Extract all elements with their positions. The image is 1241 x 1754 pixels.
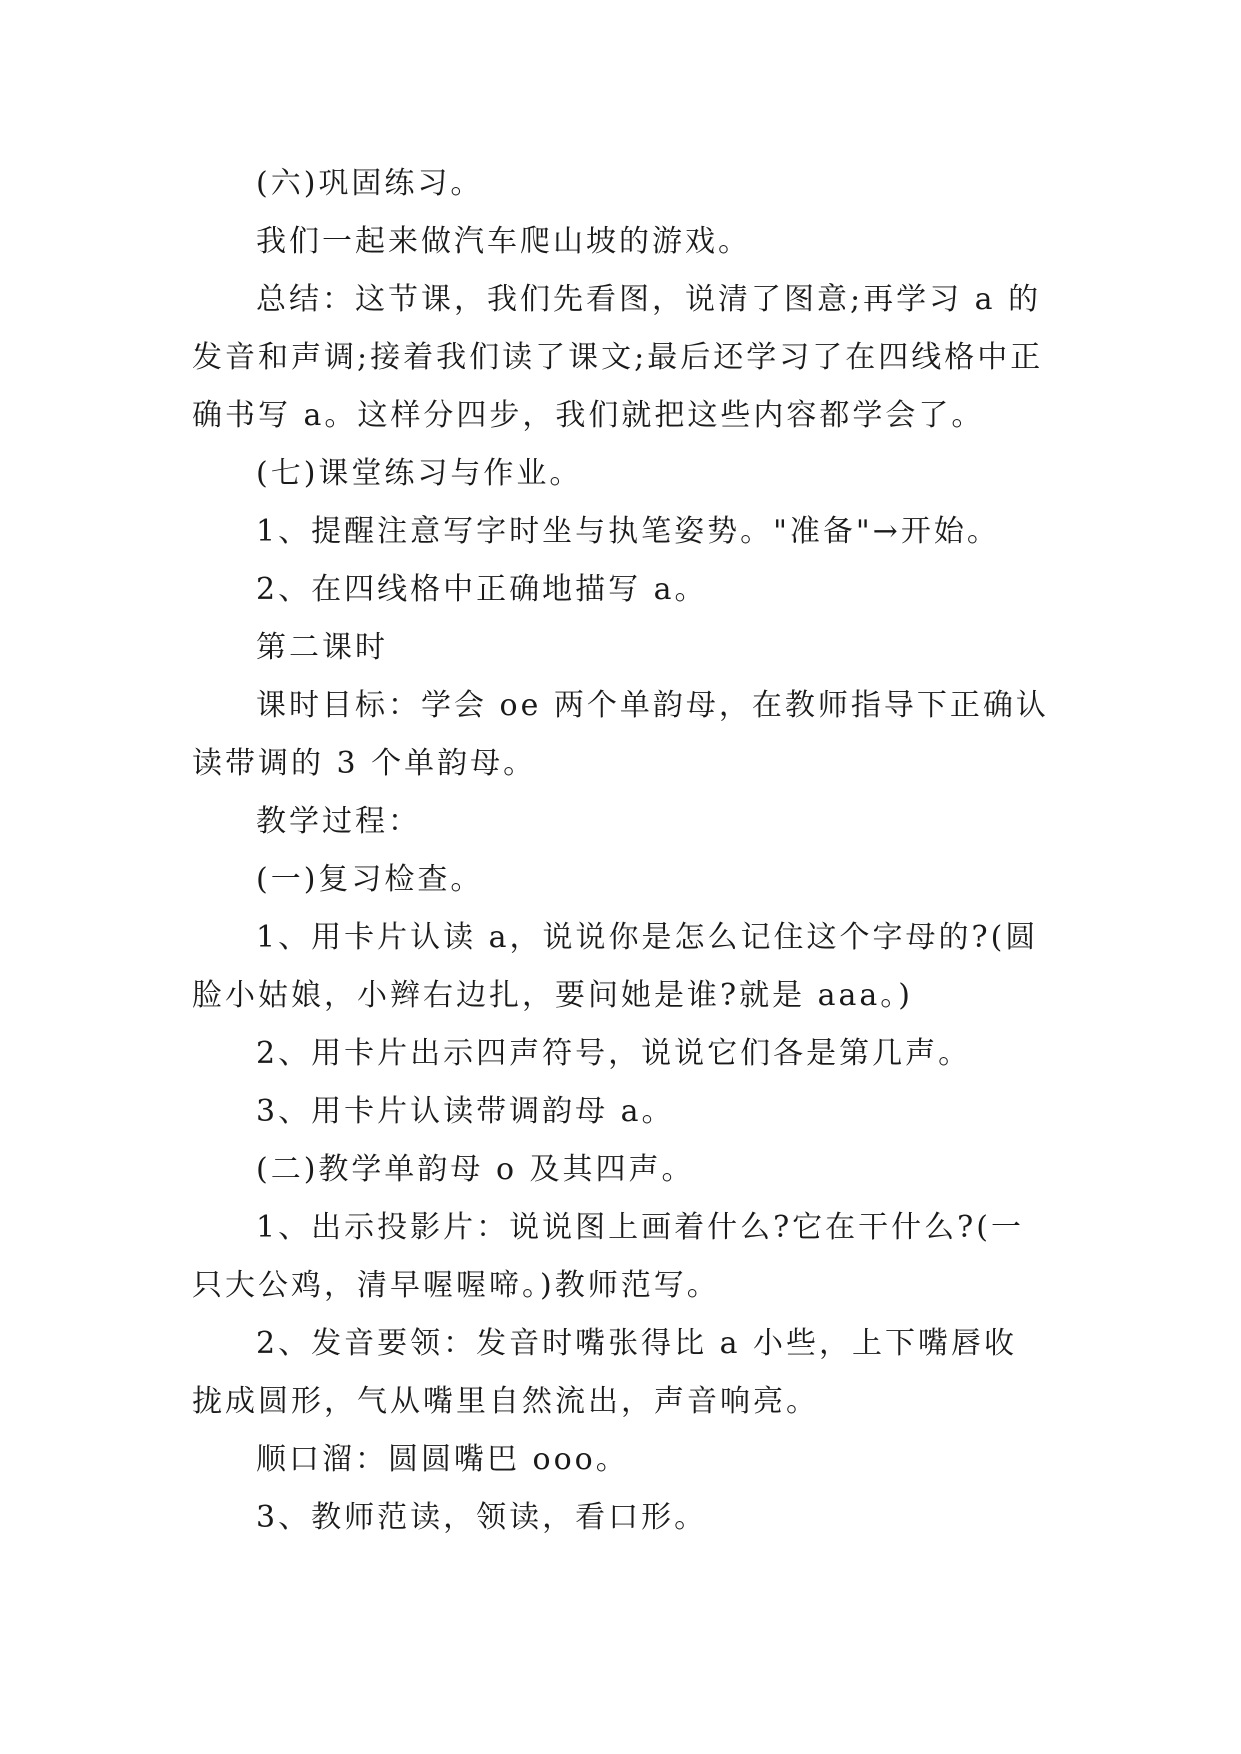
- paragraph-section-6-heading: (六)巩固练习。: [256, 166, 484, 201]
- paragraph-review-1: 1、用卡片认读 a，说说你是怎么记住这个字母的?(圆脸小姑娘，小辫右边扎，要问她是谁?就是 aaa。): [192, 920, 1039, 1013]
- paragraph-exercise-1: 1、提醒注意写字时坐与执笔姿势。"准备"→开始。: [256, 514, 1000, 549]
- paragraph-review-3: 3、用卡片认读带调韵母 a。: [256, 1094, 675, 1129]
- paragraph-review-2: 2、用卡片出示四声符号，说说它们各是第几声。: [256, 1036, 972, 1071]
- paragraph-game: 我们一起来做汽车爬山坡的游戏。: [256, 224, 751, 259]
- paragraph-review-heading: (一)复习检查。: [256, 862, 484, 897]
- document-body: [192, 155, 1050, 1547]
- paragraph-exercise-2: 2、在四线格中正确地描写 a。: [256, 572, 708, 607]
- paragraph-teach-o-2: 2、发音要领：发音时嘴张得比 a 小些，上下嘴唇收拢成圆形，气从嘴里自然流出，声音响亮。: [192, 1326, 1018, 1419]
- paragraph-teach-o-1: 1、出示投影片：说说图上画着什么?它在干什么?(一只大公鸡，清早喔喔啼。)教师范写。: [192, 1210, 1024, 1303]
- paragraph-second-lesson-heading: 第二课时: [256, 630, 388, 665]
- paragraph-section-7-heading: (七)课堂练习与作业。: [256, 456, 583, 491]
- paragraph-teach-o-3: 3、教师范读，领读，看口形。: [256, 1500, 708, 1535]
- paragraph-summary: 总结：这节课，我们先看图，说清了图意;再学习 a 的发音和声调;接着我们读了课文;最后还学习了在四线格中正确书写 a。这样分四步，我们就把这些内容都学会了。: [192, 282, 1044, 433]
- paragraph-teach-o-heading: (二)教学单韵母 o 及其四声。: [256, 1152, 695, 1187]
- paragraph-teaching-process: 教学过程：: [256, 804, 421, 839]
- paragraph-rhyme: 顺口溜：圆圆嘴巴 ooo。: [256, 1442, 629, 1477]
- paragraph-lesson-goal: 课时目标：学会 oe 两个单韵母，在教师指导下正确认读带调的 3 个单韵母。: [192, 688, 1049, 781]
